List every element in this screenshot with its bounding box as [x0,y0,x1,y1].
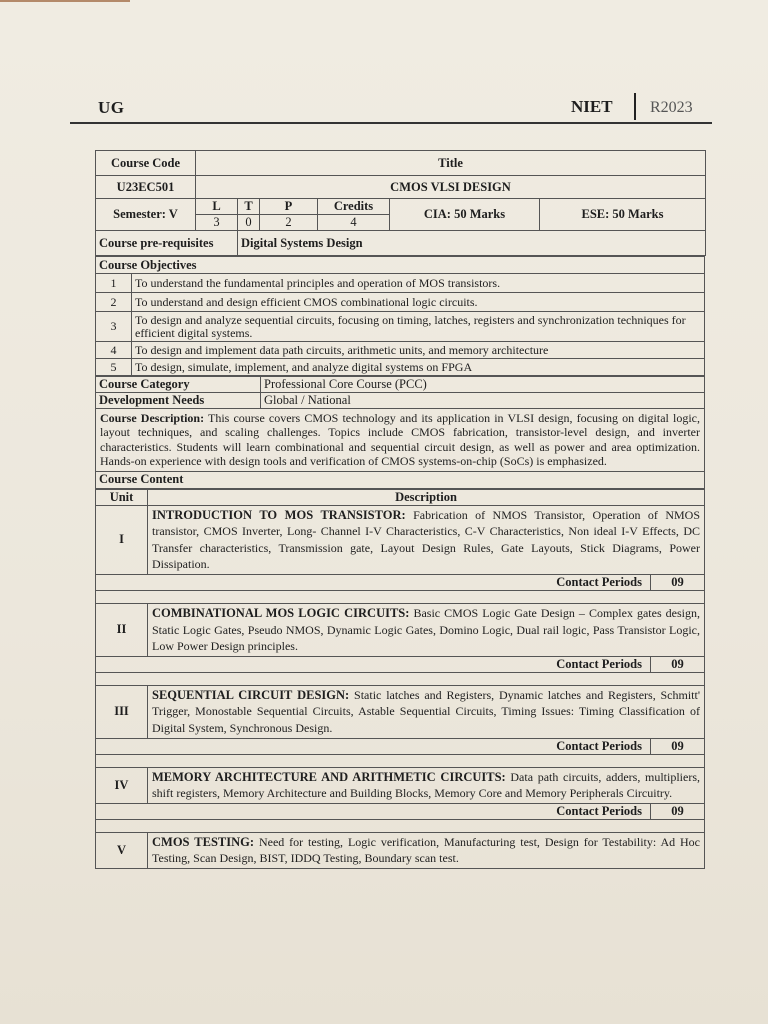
contact-periods-value: 09 [651,738,705,754]
objective-number: 5 [96,359,132,376]
unit-description [148,767,705,803]
content-label: Course Content [96,471,705,488]
objective-text: To design and implement data path circuits, arithmetic units, and memory architecture [132,342,705,359]
header-institute: NIET [571,97,613,116]
objectives-label: Course Objectives [96,257,705,274]
title-label: Title [196,151,706,176]
contact-periods-label: Contact Periods [96,803,651,819]
cia-marks: CIA: 50 Marks [390,199,540,231]
unit-title: INTRODUCTION TO MOS TRANSISTOR: [152,507,406,522]
unit-number: II [96,604,148,657]
course-info-table [95,150,706,256]
spacer-row [96,591,705,604]
objective-number: 3 [96,312,132,342]
contact-periods-value: 09 [651,575,705,591]
unit-header: Unit [96,489,148,505]
contact-periods-label: Contact Periods [96,738,651,754]
ltp-value-l: 3 [196,215,238,231]
unit-number: IV [96,767,148,803]
unit-number: I [96,505,148,574]
unit-description [148,604,705,657]
credits-value: 4 [318,215,390,231]
course-code-label: Course Code [96,151,196,176]
objective-text: To design, simulate, implement, and analyze digital systems on FPGA [132,359,705,376]
spacer-row [96,672,705,685]
ltp-head-p: P [260,199,318,215]
prereq-value: Digital Systems Design [238,231,706,256]
unit-topics: Data path circuits, adders, multipliers, shift registers, Memory Architecture and Building Blocks, Memory Core and Memory Peripherals Circuitry. [152,769,700,801]
unit-title: CMOS TESTING: [152,834,255,849]
course-meta-table [95,376,705,489]
unit-description [148,505,705,574]
unit-title: MEMORY ARCHITECTURE AND ARITHMETIC CIRCUITS: [152,769,506,784]
ltp-head-l: L [196,199,238,215]
category-label: Course Category [96,377,261,393]
ese-marks: ESE: 50 Marks [540,199,706,231]
unit-description [148,832,705,868]
contact-periods-label: Contact Periods [96,575,651,591]
objectives-table [95,256,705,376]
ltp-value-p: 2 [260,215,318,231]
unit-topics: Fabrication of NMOS Transistor, Operation of NMOS transistor, CMOS Inverter, Long- Channel I-V Characteristics, C-V Characteristics, Non ideal I-V Effects, DC Transfer characteristics, Transmission gate, Layout Design Rules, Gate Layouts, Stick Diagrams, Power Dissipation. [152,507,701,572]
course-code: U23EC501 [96,176,196,199]
course-content-table [95,489,705,869]
objective-number: 2 [96,293,132,312]
credits-label: Credits [318,199,390,215]
prereq-label: Course pre-requisites [96,231,238,256]
unit-title: SEQUENTIAL CIRCUIT DESIGN: [152,687,350,702]
course-description [96,409,705,472]
category-value: Professional Core Course (PCC) [261,377,705,393]
objective-number: 1 [96,274,132,293]
description-text: This course covers CMOS technology and its application in VLSI design, focusing on digital logic, layout techniques, and scaling challenges. Topics include CMOS fabrication, transistor-level design, and inverter characteristics. Students will learn combinational and sequential circuit design, as well as power and area optimization. Hands-on experience with design tools and verification of CMOS systems-on-chip (SoCs) is emphasized. [100,411,700,469]
objective-text: To design and analyze sequential circuits, focusing on timing, latches, registers and synchronization techniques for efficient digital systems. [132,312,705,342]
contact-periods-value: 09 [651,656,705,672]
contact-periods-value: 09 [651,803,705,819]
objective-text: To understand and design efficient CMOS combinational logic circuits. [132,293,705,312]
objective-text: To understand the fundamental principles and operation of MOS transistors. [132,274,705,293]
header-rule [70,122,712,124]
course-title: CMOS VLSI DESIGN [196,176,706,199]
ltp-head-t: T [238,199,260,215]
needs-value: Global / National [261,393,705,409]
header-level: UG [98,98,125,117]
objective-number: 4 [96,342,132,359]
description-header: Description [148,489,705,505]
spacer-row [96,754,705,767]
unit-number: III [96,685,148,738]
unit-topics: Static latches and Registers, Dynamic latches and Registers, Schmitt' Trigger, Monostable Sequential Circuits, Astable Sequential Circuits, Timing Issues: Timing Classification of Digital System, Synchronous Design. [152,687,701,735]
unit-title: COMBINATIONAL MOS LOGIC CIRCUITS: [152,606,410,620]
ltp-value-t: 0 [238,215,260,231]
header-regulation: R2023 [650,99,693,116]
syllabus-sheet [95,150,705,869]
description-label: Course Description: [100,411,205,425]
contact-periods-label: Contact Periods [96,656,651,672]
page-edge-mark [0,0,130,2]
semester-label: Semester: V [96,199,196,231]
spacer-row [96,819,705,832]
unit-topics: Basic CMOS Logic Gate Design – Complex gates design, Static Logic Gates, Pseudo NMOS, Dynamic Logic Gates, Domino Logic, Dual rail logic, Pass Transistor Logic, Low Power Design principles. [152,606,700,654]
unit-topics: Need for testing, Logic verification, Manufacturing test, Design for Testability: Ad Hoc Testing, Scan Design, BIST, IDDQ Testing, Boundary scan test. [152,834,701,866]
header-separator [634,93,636,120]
needs-label: Development Needs [96,393,261,409]
unit-number: V [96,832,148,868]
unit-description [148,685,705,738]
